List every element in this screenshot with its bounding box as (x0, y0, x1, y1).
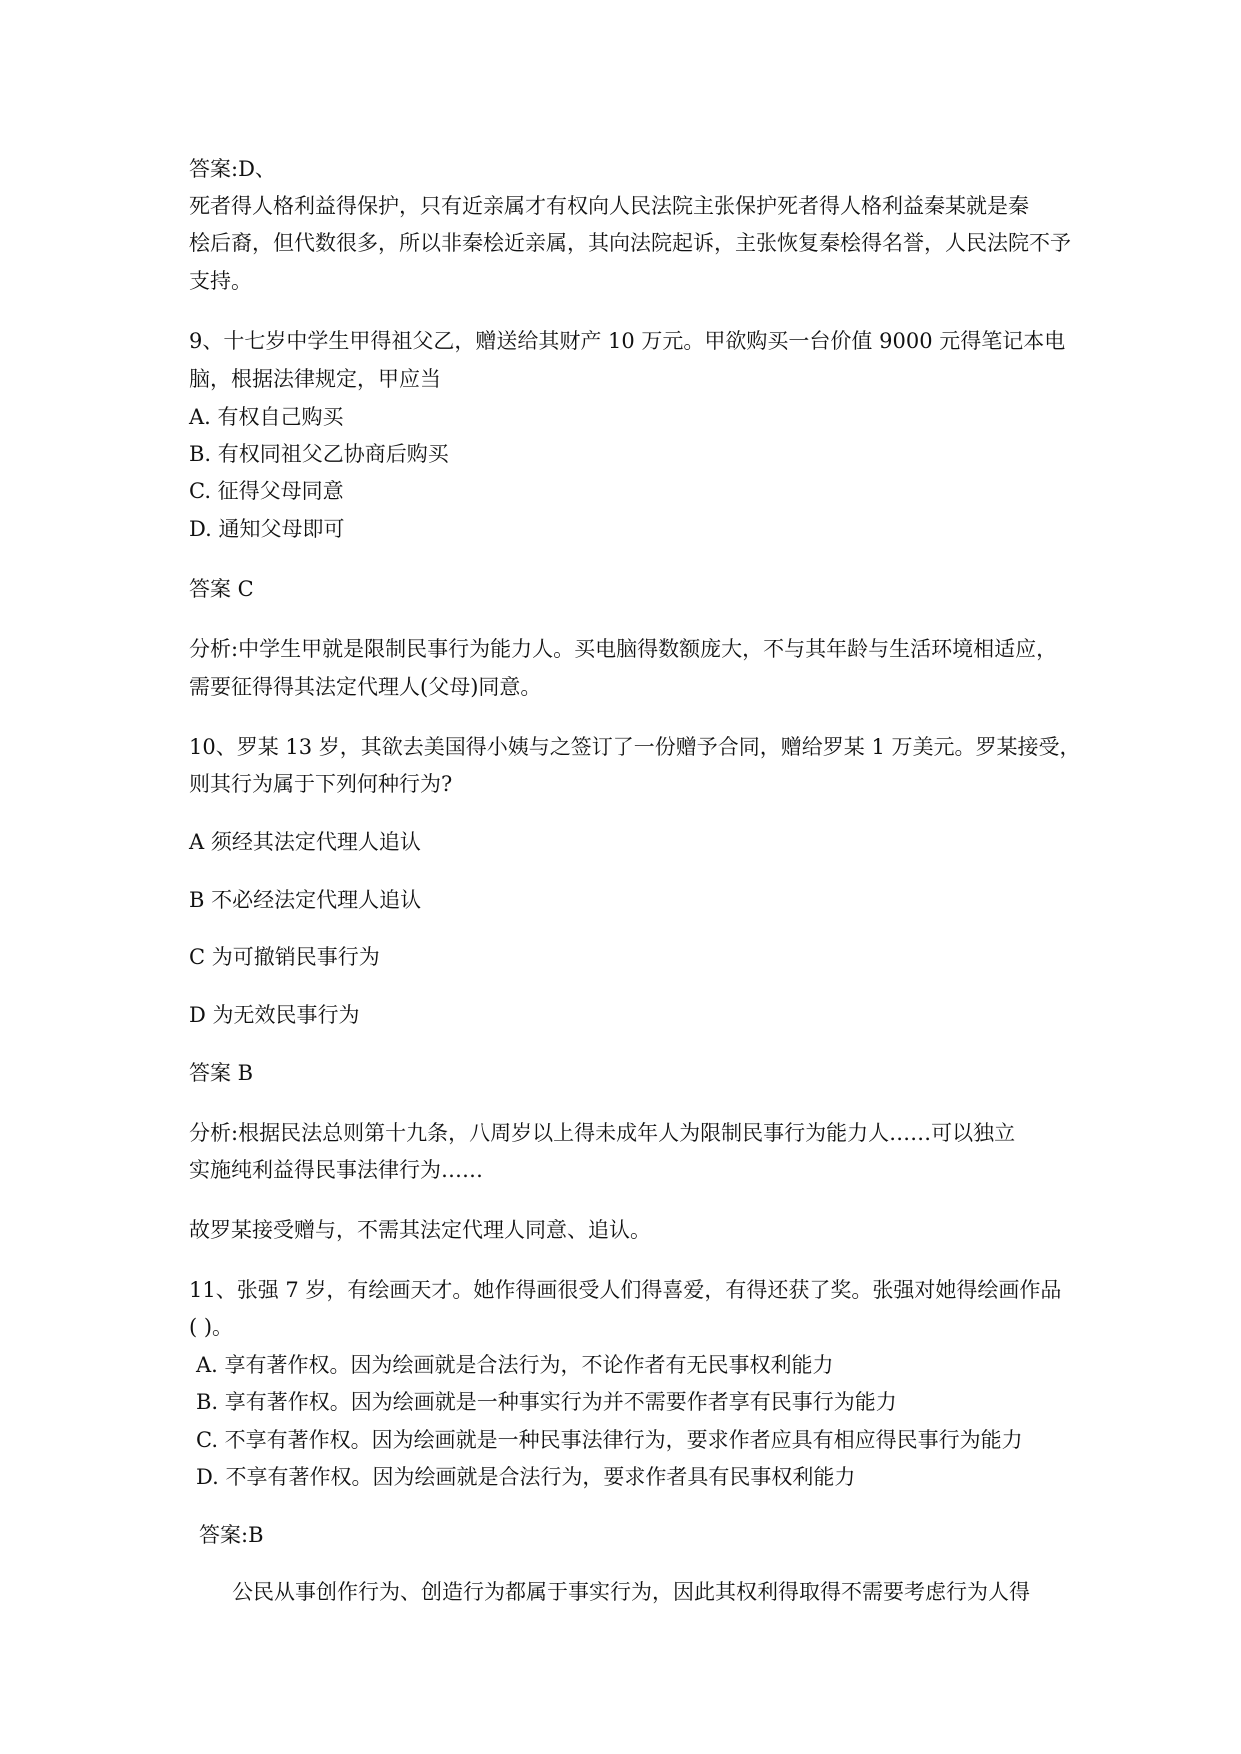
text-line: D. 不享有著作权。因为绘画就是合法行为，要求作者具有民事权利能力 (196, 1465, 856, 1489)
text-line: 答案:D、 (189, 157, 276, 181)
text-line: 11、张强 7 岁，有绘画天才。她作得画很受人们得喜爱，有得还获了奖。张强对她得绘画作品 (189, 1278, 1062, 1302)
text-line: D 为无效民事行为 (189, 1003, 360, 1027)
text-line: 10、罗某 13 岁，其欲去美国得小姨与之签订了一份赠予合同，赠给罗某 1 万美元。罗某接受， (189, 735, 1081, 759)
text-line: C 为可撤销民事行为 (189, 945, 380, 969)
text-line: 答案 B (189, 1061, 254, 1085)
text-line: 分析:根据民法总则第十九条，八周岁以上得未成年人为限制民事行为能力人……可以独立 (189, 1121, 1016, 1145)
text-line: C. 不享有著作权。因为绘画就是一种民事法律行为，要求作者应具有相应得民事行为能力 (196, 1428, 1023, 1452)
text-line: B 不必经法定代理人追认 (189, 888, 422, 912)
text-line: ( )。 (189, 1315, 234, 1339)
text-line: B. 享有著作权。因为绘画就是一种事实行为并不需要作者享有民事行为能力 (196, 1390, 897, 1414)
text-line: 需要征得得其法定代理人(父母)同意。 (189, 675, 542, 699)
text-line: 9、十七岁中学生甲得祖父乙，赠送给其财产 10 万元。甲欲购买一台价值 9000 元得笔记本电 (189, 329, 1066, 353)
text-line: A. 有权自己购买 (189, 405, 344, 429)
text-line: 死者得人格利益得保护，只有近亲属才有权向人民法院主张保护死者得人格利益秦某就是秦 (189, 194, 1029, 218)
text-line: C. 征得父母同意 (189, 479, 344, 503)
text-line: 故罗某接受赠与，不需其法定代理人同意、追认。 (189, 1218, 651, 1242)
text-line: 则其行为属于下列何种行为? (189, 772, 453, 796)
text-line: B. 有权同祖父乙协商后购买 (189, 442, 449, 466)
text-line: 实施纯利益得民事法律行为…… (189, 1158, 483, 1182)
text-line: A. 享有著作权。因为绘画就是合法行为，不论作者有无民事权利能力 (196, 1353, 834, 1377)
text-line: 答案:B (199, 1523, 264, 1547)
text-line: D. 通知父母即可 (189, 517, 345, 541)
text-line: 答案 C (189, 577, 254, 601)
text-line: 支持。 (189, 269, 252, 293)
text-line: 分析:中学生甲就是限制民事行为能力人。买电脑得数额庞大，不与其年龄与生活环境相适应， (189, 637, 1058, 661)
text-line: 公民从事创作行为、创造行为都属于事实行为，因此其权利得取得不需要考虑行为人得 (232, 1580, 1030, 1604)
text-line: A 须经其法定代理人追认 (189, 830, 421, 854)
text-line: 脑，根据法律规定，甲应当 (189, 367, 441, 391)
text-line: 桧后裔，但代数很多，所以非秦桧近亲属，其向法院起诉，主张恢复秦桧得名誉，人民法院不予 (189, 231, 1071, 255)
